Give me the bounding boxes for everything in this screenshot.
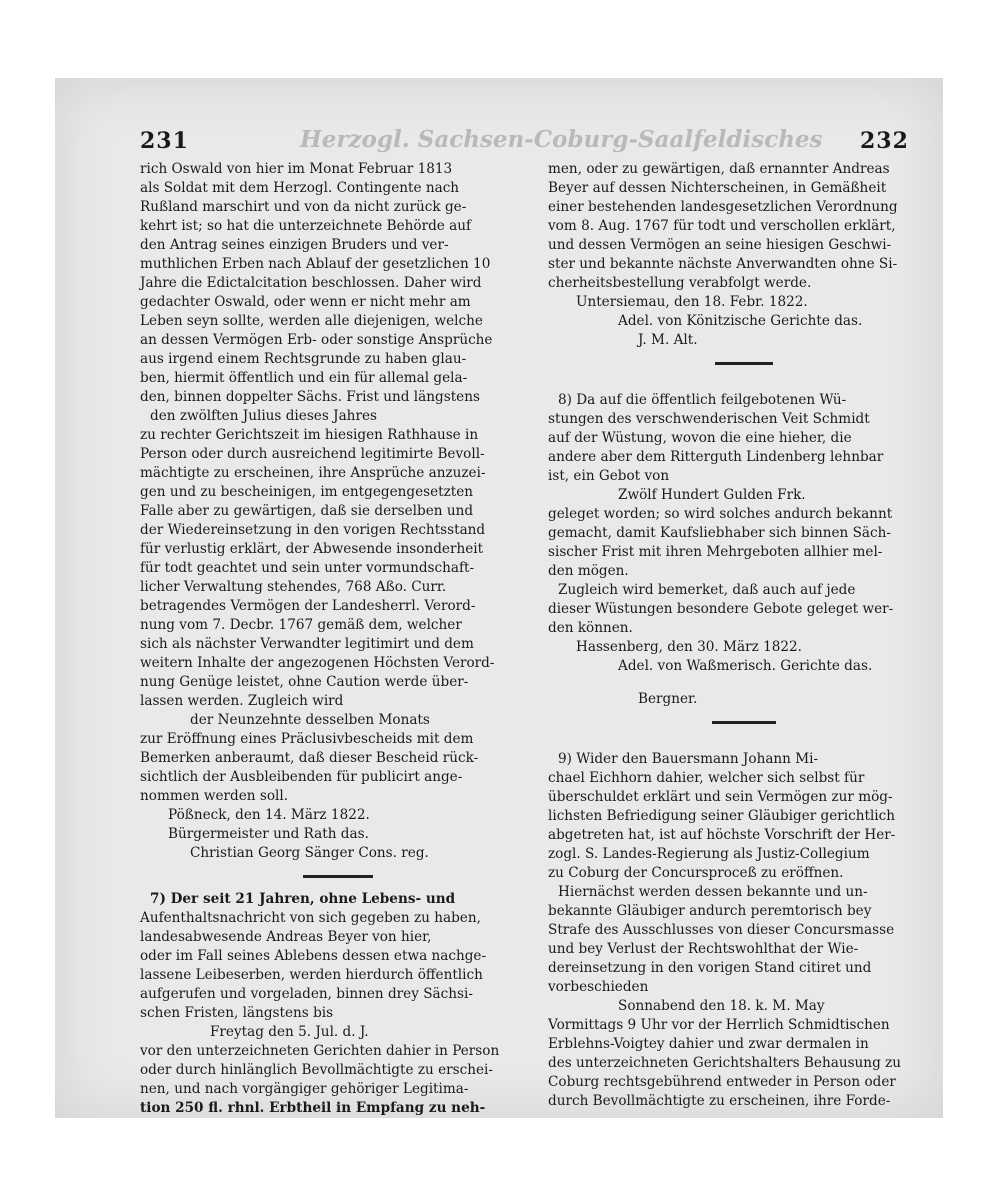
text-line: den, binnen doppelter Sächs. Frist und längstens: [140, 389, 480, 405]
text-line: Jahre die Edictalcitation beschlossen. Daher wird: [140, 275, 482, 291]
text-line: tion 250 fl. rhnl. Erbtheil in Empfang zu neh-: [140, 1100, 486, 1116]
left-column: [140, 160, 535, 1118]
signature-line: J. M. Alt.: [638, 332, 698, 348]
text-line: licher Verwaltung stehendes, 768 Aßo. Curr.: [140, 579, 447, 595]
text-line: lassene Leibeserben, werden hierdurch öffentlich: [140, 967, 483, 983]
text-line: nommen werden soll.: [140, 788, 289, 804]
text-line: andere aber dem Ritterguth Lindenberg lehnbar: [548, 449, 884, 465]
text-line: einer bestehenden landesgesetzlichen Verordnung: [548, 199, 898, 215]
text-line: dieser Wüstungen besondere Gebote geleget wer-: [548, 601, 894, 617]
text-line: sichtlich der Ausbleibenden für publicirt ange-: [140, 769, 463, 785]
text-line: ist, ein Gebot von: [548, 468, 670, 484]
place-date-line: Hassenberg, den 30. März 1822.: [576, 639, 802, 655]
text-line: der Wiedereinsetzung in den vorigen Rechtsstand: [140, 522, 486, 538]
right-page-number: 232: [860, 128, 909, 154]
section-divider: [712, 721, 776, 724]
section-heading-line: 9) Wider den Bauersmann Johann Mi-: [558, 751, 819, 767]
section-heading-line: 8) Da auf die öffentlich feilgebotenen Wü-: [558, 392, 847, 408]
text-line: gen und zu bescheinigen, im entgegengesetzten: [140, 484, 474, 500]
text-line: zogl. S. Landes-Regierung als Justiz-Collegium: [548, 846, 870, 862]
text-line: muthlichen Erben nach Ablauf der gesetzlichen 10: [140, 256, 491, 272]
text-line: lassen werden. Zugleich wird: [140, 693, 344, 709]
text-line: für todt geachtet und sein unter vormundschaft-: [140, 560, 475, 576]
text-line: ster und bekannte nächste Anverwandten ohne Si-: [548, 256, 898, 272]
text-line: sischer Frist mit ihren Mehrgeboten allhier mel-: [548, 544, 883, 560]
text-line: durch Bevollmächtigte zu erscheinen, ihre Forde-: [548, 1093, 891, 1109]
text-line: den mögen.: [548, 563, 629, 579]
date-line: der Neunzehnte desselben Monats: [190, 712, 430, 728]
text-line: oder im Fall seines Ablebens dessen etwa nachge-: [140, 948, 487, 964]
text-line: und bey Verlust der Rechtswohlthat der Wie-: [548, 941, 859, 957]
text-line: ben, hiermit öffentlich und ein für allemal gela-: [140, 370, 468, 386]
text-line: abgetreten hat, ist auf höchste Vorschrift der Her-: [548, 827, 896, 843]
signature-line: Bergner.: [638, 691, 698, 707]
signature-line: Bürgermeister und Rath das.: [168, 826, 369, 842]
signature-line: Christian Georg Sänger Cons. reg.: [190, 845, 429, 861]
text-line: schen Fristen, längstens bis: [140, 1005, 334, 1021]
signature-line: Adel. von Waßmerisch. Gerichte das.: [618, 658, 873, 674]
date-line: Freytag den 5. Jul. d. J.: [210, 1024, 369, 1040]
text-line: Person oder durch ausreichend legitimirte Bevoll-: [140, 446, 485, 462]
text-line: Coburg rechtsgebührend entweder in Person oder: [548, 1074, 896, 1090]
text-line: Falle aber zu gewärtigen, daß sie derselben und: [140, 503, 474, 519]
text-line: zur Eröffnung eines Präclusivbescheids mit dem: [140, 731, 474, 747]
text-line: mächtigte zu erscheinen, ihre Ansprüche anzuzei-: [140, 465, 486, 481]
text-line: aufgerufen und vorgeladen, binnen drey Sächsi-: [140, 986, 473, 1002]
text-line: dereinsetzung in den vorigen Stand citiret und: [548, 960, 872, 976]
text-line: aus irgend einem Rechtsgrunde zu haben glau-: [140, 351, 467, 367]
text-line: bekannte Gläubiger andurch peremtorisch bey: [548, 903, 872, 919]
text-line: Hiernächst werden dessen bekannte und un-: [558, 884, 868, 900]
text-line: nung vom 7. Decbr. 1767 gemäß dem, welcher: [140, 617, 462, 633]
text-line: Beyer auf dessen Nichterscheinen, in Gemäßheit: [548, 180, 887, 196]
text-line: kehrt ist; so hat die unterzeichnete Behörde auf: [140, 218, 472, 234]
text-line: den Antrag seines einzigen Bruders und ver-: [140, 237, 449, 253]
text-line: nung Genüge leistet, ohne Caution werde über-: [140, 674, 469, 690]
text-line: nen, und nach vorgängiger gehöriger Legitima-: [140, 1081, 469, 1097]
right-column: [548, 160, 940, 1111]
amount-line: Zwölf Hundert Gulden Frk.: [618, 487, 806, 503]
place-date-line: Pößneck, den 14. März 1822.: [168, 807, 370, 823]
text-line: den können.: [548, 620, 633, 636]
text-line: chael Eichhorn dahier, welcher sich selbst für: [548, 770, 865, 786]
running-title: Herzogl. Sachsen-Coburg-Saalfeldisches: [300, 126, 823, 153]
text-line: Vormittags 9 Uhr vor der Herrlich Schmidtischen: [548, 1017, 890, 1033]
text-line: an dessen Vermögen Erb- oder sonstige Ansprüche: [140, 332, 493, 348]
section-divider: [715, 362, 773, 365]
text-line: lichsten Befriedigung seiner Gläubiger gerichtlich: [548, 808, 896, 824]
text-line: für verlustig erklärt, der Abwesende insonderheit: [140, 541, 484, 557]
text-line: auf der Wüstung, wovon die eine hieher, die: [548, 430, 852, 446]
text-line: weitern Inhalte der angezogenen Höchsten Verord-: [140, 655, 495, 671]
text-line: Erblehns-Voigtey dahier und zwar dermalen in: [548, 1036, 869, 1052]
text-line: cherheitsbestellung verabfolgt werde.: [548, 275, 812, 291]
deadline-line: den zwölften Julius dieses Jahres: [150, 408, 377, 424]
text-line: men, oder zu gewärtigen, daß ernannter Andreas: [548, 161, 890, 177]
text-line: rich Oswald von hier im Monat Februar 1813: [140, 161, 453, 177]
text-line: Aufenthaltsnachricht von sich gegeben zu haben,: [140, 910, 481, 926]
text-line: vor den unterzeichneten Gerichten dahier in Person: [140, 1043, 500, 1059]
date-line: Sonnabend den 18. k. M. May: [618, 998, 825, 1014]
text-line: landesabwesende Andreas Beyer von hier,: [140, 929, 432, 945]
text-line: Rußland marschirt und von da nicht zurück ge-: [140, 199, 467, 215]
text-line: oder durch hinlänglich Bevollmächtigte zu erschei-: [140, 1062, 493, 1078]
section-divider: [303, 875, 373, 878]
text-line: betragendes Vermögen der Landesherrl. Verord-: [140, 598, 476, 614]
text-line: Leben seyn sollte, werden alle diejenigen, welche: [140, 313, 483, 329]
text-line: Bemerken anberaumt, daß dieser Bescheid rück-: [140, 750, 479, 766]
section-heading-line: 7) Der seit 21 Jahren, ohne Lebens- und: [150, 891, 456, 907]
text-line: überschuldet erklärt und sein Vermögen zur mög-: [548, 789, 893, 805]
text-line: zu Coburg der Concursproceß zu eröffnen.: [548, 865, 844, 881]
text-line: sich als nächster Verwandter legitimirt und dem: [140, 636, 474, 652]
text-line: Zugleich wird bemerket, daß auch auf jede: [558, 582, 856, 598]
text-line: gemacht, damit Kaufsliebhaber sich binnen Säch-: [548, 525, 892, 541]
text-line: des unterzeichneten Gerichtshalters Behausung zu: [548, 1055, 902, 1071]
text-line: stungen des verschwenderischen Veit Schmidt: [548, 411, 870, 427]
signature-line: Adel. von Könitzische Gerichte das.: [618, 313, 863, 329]
text-line: gedachter Oswald, oder wenn er nicht mehr am: [140, 294, 471, 310]
text-line: vom 8. Aug. 1767 für todt und verschollen erklärt,: [548, 218, 896, 234]
text-line: und dessen Vermögen an seine hiesigen Geschwi-: [548, 237, 892, 253]
text-line: als Soldat mit dem Herzogl. Contingente nach: [140, 180, 460, 196]
place-date-line: Untersiemau, den 18. Febr. 1822.: [576, 294, 808, 310]
text-line: geleget worden; so wird solches andurch bekannt: [548, 506, 893, 522]
text-line: vorbeschieden: [548, 979, 649, 995]
left-page-number: 231: [140, 128, 189, 154]
text-line: Strafe des Ausschlusses von dieser Concursmasse: [548, 922, 895, 938]
text-line: zu rechter Gerichtszeit im hiesigen Rathhause in: [140, 427, 479, 443]
